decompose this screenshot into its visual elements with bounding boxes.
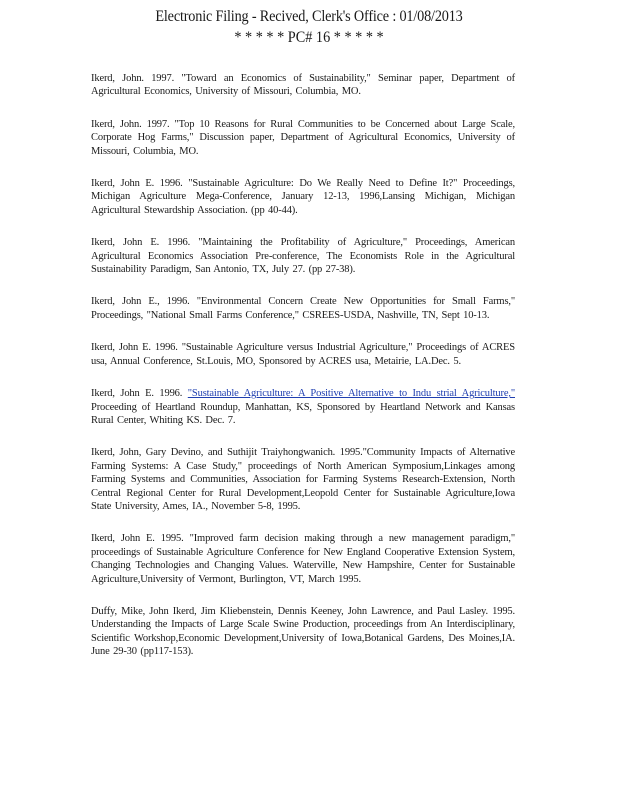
reference-prefix: Ikerd, John E. 1996. (91, 388, 188, 400)
reference-list (91, 72, 515, 659)
reference-item: Ikerd, John E., 1996. "Environmental Concern Create New Opportunities for Small Farms," Proceedings, "National Small Farms Conference," CSREES-USDA, Nashville, TN, Sept 10-13. (91, 296, 515, 321)
reference-item (91, 387, 515, 427)
reference-item: Ikerd, John E. 1996. "Sustainable Agriculture versus Industrial Agriculture," Proceedings of ACRES usa, Annual Conference, St.Louis, MO, Sponsored by ACRES usa, Metairie, LA.Dec. 5. (91, 342, 515, 367)
reference-item: Ikerd, John E. 1996. "Sustainable Agriculture: Do We Really Need to Define It?" Proceedings, Michigan Agriculture Mega-Conference, January 12-13, 1996,Lansing Michigan, Michigan Agricultural Stewardship Association. (pp 40-44). (91, 178, 515, 216)
reference-suffix: Proceeding of Heartland Roundup, Manhattan, KS, Sponsored by Heartland Network and Kansas Rural Center, Whiting KS. Dec. 7. (91, 401, 515, 426)
reference-item: Ikerd, John E. 1996. "Maintaining the Profitability of Agriculture," Proceedings, American Agricultural Economics Association Pre-conference, The Economists Role in the Agricultural Sustainability Paradigm, San Antonio, TX, July 27. (pp 27-38). (91, 237, 515, 276)
reference-item: Ikerd, John, Gary Devino, and Suthijit Traiyhongwanich. 1995."Community Impacts of Alternative Farming Systems: A Case Study," proceedings of North American Symposium,Linkages among Farming Systems and Communities, Association for Farming Systems Research-Extension, North Central Regional Center for Rural Development,Leopold Center for Sustainable Agriculture,Iowa State University, Ames, IA., November 5-8, 1995. (91, 447, 515, 512)
filing-stamp-pc-number: * * * * * PC# 16 * * * * * (234, 29, 384, 46)
reference-title-link[interactable]: "Sustainable Agriculture: A Positive Alternative to Indu strial Agriculture," (187, 388, 515, 400)
filing-stamp-title: Electronic Filing - Recived, Clerk's Office : 01/08/2013 (155, 8, 463, 25)
reference-item: Ikerd, John. 1997. "Toward an Economics of Sustainability," Seminar paper, Department of Agricultural Economics, University of Missouri, Columbia, MO. (91, 73, 515, 98)
reference-item: Duffy, Mike, John Ikerd, Jim Kliebenstein, Dennis Keeney, John Lawrence, and Paul Lasley. 1995. Understanding the Impacts of Large Scale Swine Production, proceedings from An Interdisciplinary, Scientific Workshop,Economic Development,University of Iowa,Botanical Gardens, Des Moines,IA. June 29-30 (pp117-153). (91, 605, 515, 658)
reference-item: Ikerd, John. 1997. "Top 10 Reasons for Rural Communities to be Concerned about Large Scale, Corporate Hog Farms," Discussion paper, Department of Agricultural Economics, University of Missouri, Columbia, MO. (91, 118, 515, 157)
reference-item: Ikerd, John E. 1995. "Improved farm decision making through a new management paradigm," proceedings of Sustainable Agriculture Conference for New England Cooperative Extension System, Changing Technologies and Changing Values. Waterville, New Hampshire, Center for Sustainable Agriculture,University of Vermont, Burlington, VT, March 1995. (91, 533, 515, 585)
filing-header (0, 8, 618, 47)
